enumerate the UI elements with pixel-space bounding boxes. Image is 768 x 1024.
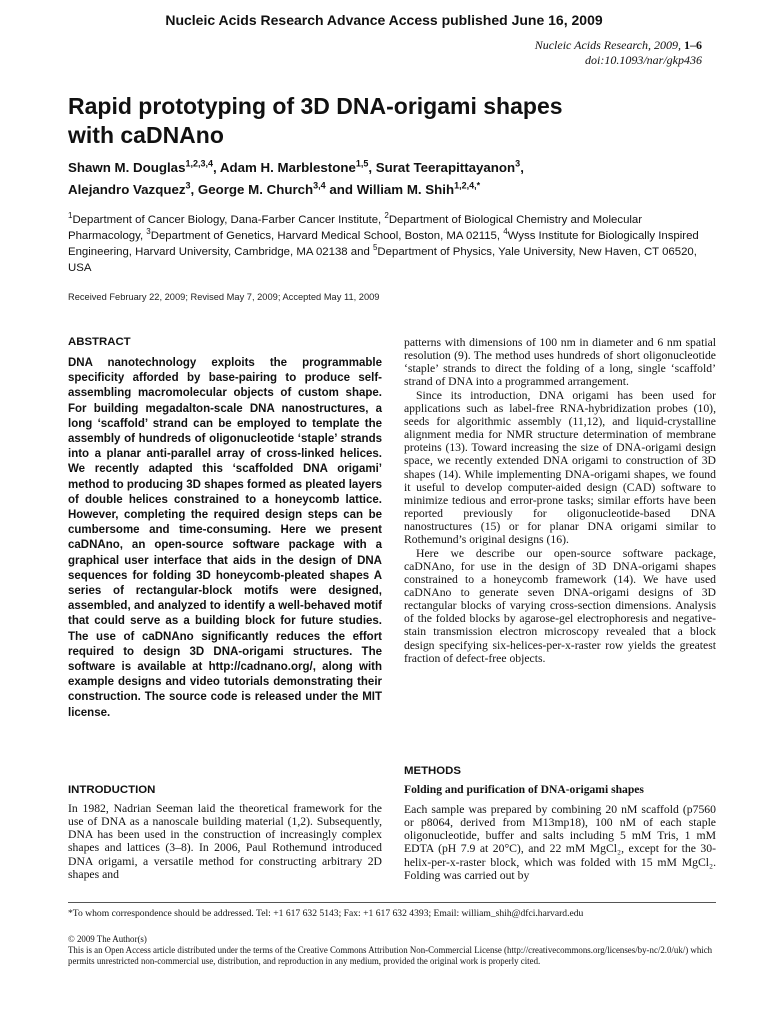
author-affiliation-marker: 1,5 <box>355 158 369 169</box>
author-affiliation-marker: 1,2,4,* <box>454 180 481 191</box>
author-name: Shawn M. Douglas <box>68 160 186 175</box>
title-line-1: Rapid prototyping of 3D DNA-origami shapes <box>68 93 563 119</box>
paper-title <box>68 92 688 150</box>
introduction-text: In 1982, Nadrian Seeman laid the theoretical framework for the use of DNA as a nanoscale building material (1,2). Subsequently, DNA has been used in the construction of increasingly complex shapes and lattices (3–8). In 2006, Paul Rothemund introduced DNA origami, a versatile method for constructing arbitrary 2D shapes and <box>68 802 382 881</box>
affiliation-text: Department of Physics, Yale University, New Haven, CT 06520, USA <box>68 246 697 274</box>
author-name: Alejandro Vazquez <box>68 182 186 197</box>
author-name: Surat Teerapittayanon <box>375 160 516 175</box>
page-range: 1–6 <box>684 38 702 52</box>
affiliation-text: Department of Cancer Biology, Dana-Farber Cancer Institute, <box>72 214 385 226</box>
right-column <box>404 336 716 665</box>
affiliations <box>68 212 708 276</box>
affiliation-marker: 5 <box>372 243 378 253</box>
introduction-heading: INTRODUCTION <box>68 784 156 796</box>
author-list: Shawn M. Douglas$^{1,2,3,4}$, Adam H. Marblestone$^{1,5}$, Surat Teerapittayanon$^3$, Alejandro Vazquez$^3$, George M. Church$^{3,4}$ and William M. Shih$^{1,2,4,*}$ <box>68 158 524 197</box>
affiliation-text: Wyss Institute for Biologically Inspired Engineering, Harvard University, Cambridge, MA 02138 and <box>68 230 699 258</box>
introduction-section <box>68 784 382 881</box>
affiliation-marker: 3 <box>146 227 151 237</box>
affiliation-text: Department of Genetics, Harvard Medical School, Boston, MA 02115, <box>150 230 504 242</box>
author-affiliation-marker: 3 <box>515 158 521 169</box>
left-column <box>68 336 382 721</box>
title-line-2: with caDNAno <box>68 122 224 148</box>
doi[interactable]: doi:10.1093/nar/gkp436 <box>585 53 702 67</box>
methods-heading: METHODS <box>404 765 461 777</box>
affiliation-marker: 2 <box>384 211 389 221</box>
affiliation-text: Department of Biological Chemistry and Molecular Pharmacology, <box>68 214 643 242</box>
footnote-divider <box>68 902 716 903</box>
journal-name: Nucleic Acids Research, 2009, <box>534 38 681 52</box>
license-text: This is an Open Access article distributed under the terms of the Creative Commons Attribution Non-Commercial License (http://creativecommons.org/licenses/by-nc/2.0/uk/) which permits unrestricted non-commercial use, distribution, and reproduction in any medium, provided the original work is properly cited. <box>68 945 713 966</box>
affiliation-marker: 4 <box>503 227 508 237</box>
methods-text: Each sample was prepared by combining 20 nM scaffold (p7560 or p8064, derived from M13mp18), 100 nM of each staple oligonucleotide, buffer and salts including 5 mM Tris, 1 mM EDTA (pH 7.9 at 20°C), and 22 mM MgCl₂, except for the 30-helix-per-x-raster block, which was folded with 15 mM MgCl₂. Folding was carried out by <box>404 803 716 882</box>
license-notice <box>68 934 716 967</box>
body-paragraph: Since its introduction, DNA origami has been used for applications such as label-free RNA-hybridization probes (10), seeds for algorithmic assembly (11,12), and liquid-crystalline alignment media for NMR structure determination of membrane proteins (13). Toward increasing the size of DNA-origami design space, we recently extended DNA origami to construction of 3D shapes (14). While implementing DNA-origami shapes, we found it useful to develop computer-aided design (CAD) software to minimize tedious and error-prone tasks; similar efforts have been reported previously for oligonucleotide-based DNA nanostructures (15) or for planar DNA origami similar to Rothemund’s original designs (16). <box>404 388 716 547</box>
methods-section <box>404 765 716 882</box>
received-dates: Received February 22, 2009; Revised May 7, 2009; Accepted May 11, 2009 <box>68 292 380 302</box>
copyright-line: © 2009 The Author(s) <box>68 934 147 944</box>
journal-citation <box>535 38 702 68</box>
affiliation-marker: 1 <box>68 211 73 221</box>
body-paragraph: Here we describe our open-source software package, caDNAno, for use in the design of 3D DNA-origami shapes constrained to a honeycomb framework (14). We have used caDNAno to generate seven DNA-origami designs of 3D rectangular blocks of varying cross-section dimensions. Analysis of the folded blocks by agarose-gel electrophoresis and negative-stain transmission electron microscopy revealed that a block design specifying six-helices-per-x-raster row yields the greatest fraction of defect-free objects. <box>404 546 716 665</box>
methods-subheading: Folding and purification of DNA-origami shapes <box>404 783 644 796</box>
abstract-text: DNA nanotechnology exploits the programmable specificity afforded by base-pairing to produce self-assembling macromolecular objects of custom shape. For building megadalton-scale DNA nanostructures, a long ‘scaffold’ strand can be employed to template the assembly of hundreds of oligonucleotide ‘staple’ strands into a planar anti-parallel array of cross-linked helices. We recently adapted this ‘scaffolded DNA origami’ method to producing 3D shapes formed as pleated layers of double helices constrained to a honeycomb lattice. However, completing the required design steps can be cumbersome and time-consuming. Here we present caDNAno, an open-source software package with a graphical user interface that aids in the design of DNA sequences for folding 3D honeycomb-pleated shapes A series of rectangular-block motifs were designed, assembled, and analyzed to identify a well-behaved motif that could serve as a building block for future studies. The use of caDNAno significantly reduces the effort required to design 3D DNA-origami structures. The software is available at http://cadnano.org/, along with example designs and video tutorials demonstrating their construction. The source code is released under the MIT license. <box>68 357 382 719</box>
author-affiliation-marker: 1,2,3,4 <box>185 158 213 169</box>
author-name: William M. Shih <box>356 182 455 197</box>
author-name: Adam H. Marblestone <box>219 160 356 175</box>
abstract-heading: ABSTRACT <box>68 336 131 348</box>
author-affiliation-marker: 3 <box>185 180 191 191</box>
author-affiliation-marker: 3,4 <box>313 180 326 191</box>
advance-access-banner: Nucleic Acids Research Advance Access published June 16, 2009 <box>165 12 603 28</box>
author-name: George M. Church <box>197 182 314 197</box>
body-paragraph: patterns with dimensions of 100 nm in diameter and 6 nm spatial resolution (9). The method uses hundreds of short oligonucleotide ‘staple’ strands to direct the folding of a long, single ‘scaffold’ strand of DNA into a programmed arrangement. <box>404 336 716 389</box>
correspondence-footnote: *To whom correspondence should be addressed. Tel: +1 617 632 5143; Fax: +1 617 632 4393; Email: william_shih@dfci.harvard.edu <box>68 908 584 919</box>
